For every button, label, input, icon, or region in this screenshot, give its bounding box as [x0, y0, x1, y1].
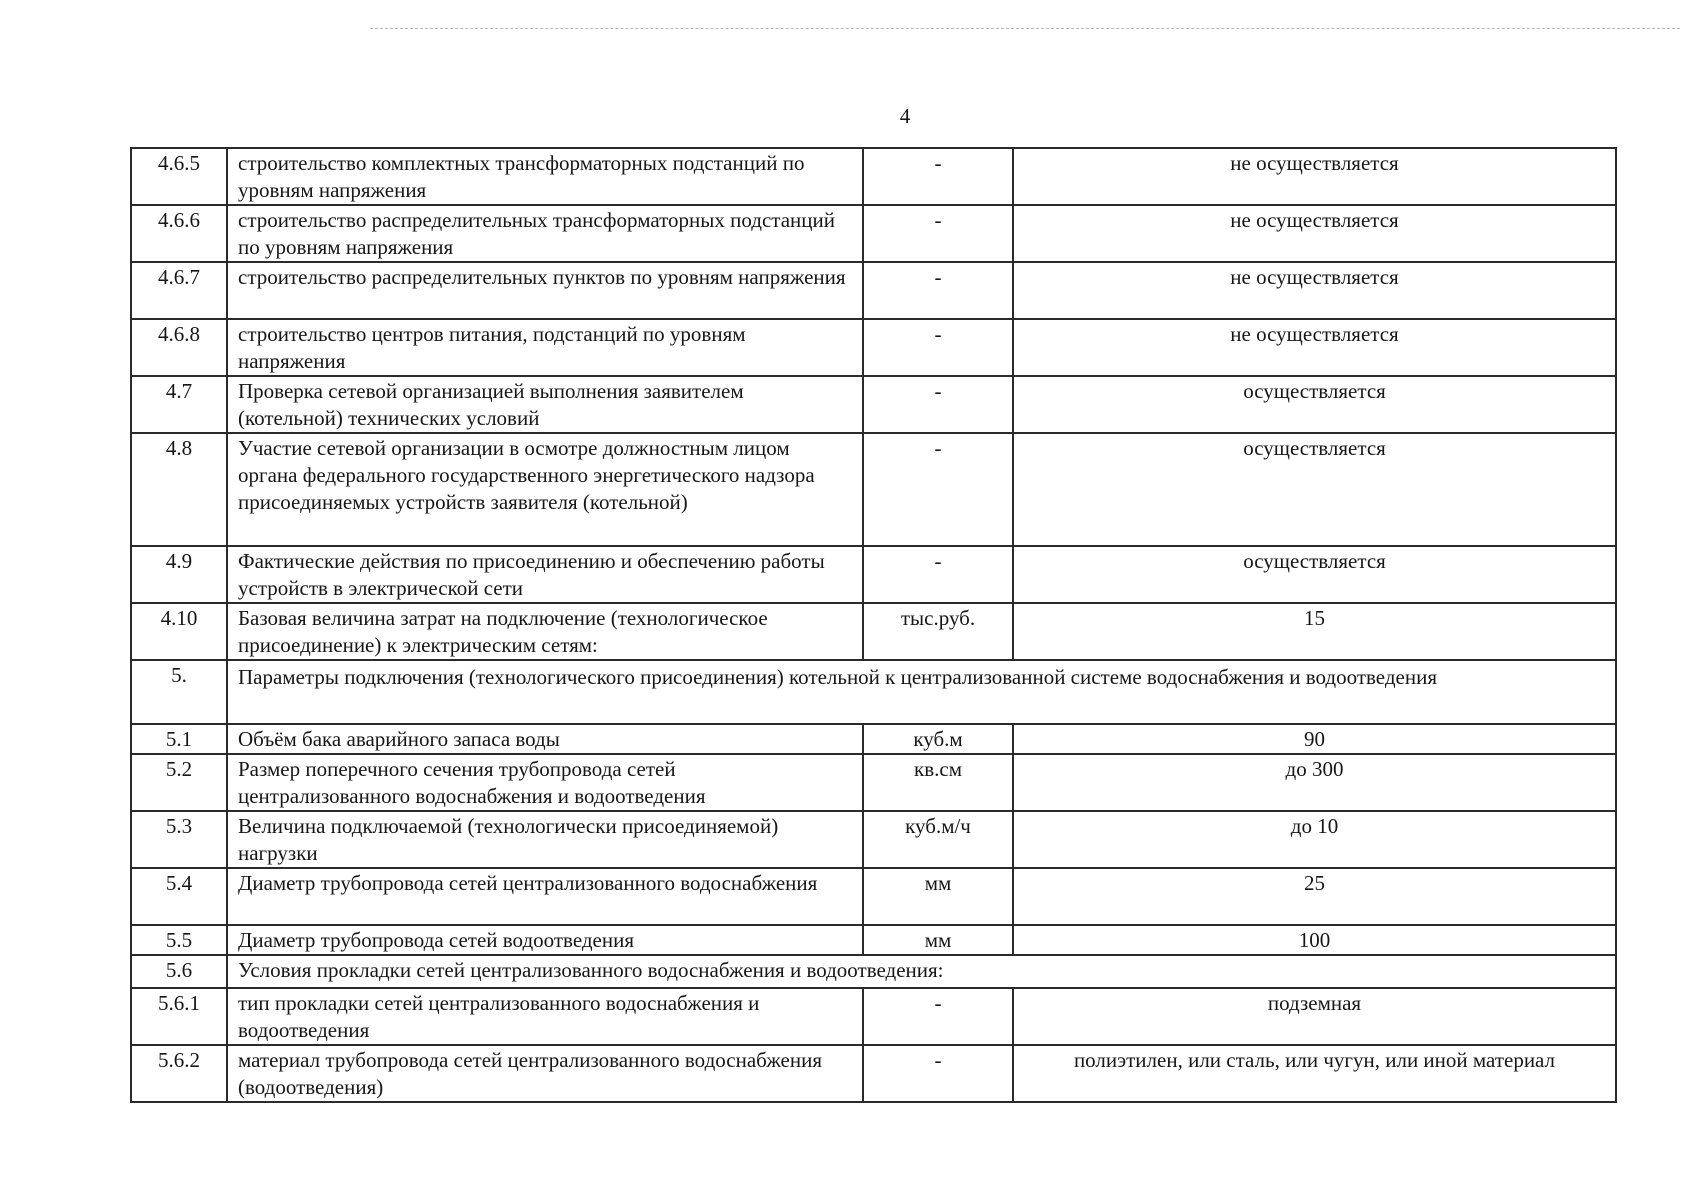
table-row — [131, 724, 1616, 754]
row-number: 4.8 — [131, 433, 227, 546]
row-unit: мм — [863, 868, 1013, 925]
table-row — [131, 546, 1616, 603]
section-row — [131, 660, 1616, 724]
row-description: Проверка сетевой организацией выполнения заявителем (котельной) технических условий — [227, 376, 863, 433]
row-unit: тыс.руб. — [863, 603, 1013, 660]
row-value: осуществляется — [1013, 546, 1616, 603]
row-description: Объём бака аварийного запаса воды — [227, 724, 863, 754]
section-heading: Условия прокладки сетей централизованного водоснабжения и водоотведения: — [227, 955, 1616, 988]
row-description: строительство распределительных трансформаторных подстанций по уровням напряжения — [227, 205, 863, 262]
row-unit: - — [863, 262, 1013, 319]
row-number: 5.5 — [131, 925, 227, 955]
section-row — [131, 955, 1616, 988]
row-number: 4.10 — [131, 603, 227, 660]
section-heading: Параметры подключения (технологического присоединения) котельной к централизованной системе водоснабжения и водоотведения — [227, 660, 1616, 724]
table-row — [131, 1045, 1616, 1102]
row-number: 5.4 — [131, 868, 227, 925]
row-unit: - — [863, 376, 1013, 433]
section-number: 5.6 — [131, 955, 227, 988]
row-description: Величина подключаемой (технологически присоединяемой) нагрузки — [227, 811, 863, 868]
table-row — [131, 754, 1616, 811]
table-row — [131, 988, 1616, 1045]
row-description: строительство центров питания, подстанций по уровням напряжения — [227, 319, 863, 376]
row-unit: - — [863, 148, 1013, 205]
table-row — [131, 868, 1616, 925]
table-row — [131, 319, 1616, 376]
table-row — [131, 925, 1616, 955]
row-value: осуществляется — [1013, 376, 1616, 433]
row-unit: - — [863, 546, 1013, 603]
row-value: 25 — [1013, 868, 1616, 925]
row-description: строительство комплектных трансформаторных подстанций по уровням напряжения — [227, 148, 863, 205]
table-row — [131, 433, 1616, 546]
row-description: Диаметр трубопровода сетей водоотведения — [227, 925, 863, 955]
row-unit: куб.м/ч — [863, 811, 1013, 868]
row-number: 4.6.6 — [131, 205, 227, 262]
section-number: 5. — [131, 660, 227, 724]
row-unit: мм — [863, 925, 1013, 955]
table-row — [131, 376, 1616, 433]
row-description: материал трубопровода сетей централизованного водоснабжения (водоотведения) — [227, 1045, 863, 1102]
row-value: полиэтилен, или сталь, или чугун, или иной материал — [1013, 1045, 1616, 1102]
row-value: 90 — [1013, 724, 1616, 754]
row-unit: - — [863, 319, 1013, 376]
row-value: не осуществляется — [1013, 148, 1616, 205]
row-value: осуществляется — [1013, 433, 1616, 546]
scan-top-rule — [370, 28, 1680, 29]
row-value: не осуществляется — [1013, 205, 1616, 262]
table-row — [131, 148, 1616, 205]
table-row — [131, 603, 1616, 660]
row-number: 4.9 — [131, 546, 227, 603]
row-description: Участие сетевой организации в осмотре должностным лицом органа федерального государственного энергетического надзора присоединяемых устройств заявителя (котельной) — [227, 433, 863, 546]
row-description: Размер поперечного сечения трубопровода сетей централизованного водоснабжения и водоотведения — [227, 754, 863, 811]
row-number: 5.3 — [131, 811, 227, 868]
row-value: до 300 — [1013, 754, 1616, 811]
parameters-table — [130, 147, 1617, 1103]
table-row — [131, 811, 1616, 868]
row-unit: - — [863, 433, 1013, 546]
row-unit: куб.м — [863, 724, 1013, 754]
row-description: Диаметр трубопровода сетей централизованного водоснабжения — [227, 868, 863, 925]
row-number: 4.6.5 — [131, 148, 227, 205]
row-description: Фактические действия по присоединению и обеспечению работы устройств в электрической сети — [227, 546, 863, 603]
row-unit: - — [863, 1045, 1013, 1102]
row-number: 5.2 — [131, 754, 227, 811]
row-value: не осуществляется — [1013, 319, 1616, 376]
row-value: 15 — [1013, 603, 1616, 660]
row-unit: - — [863, 988, 1013, 1045]
row-number: 4.7 — [131, 376, 227, 433]
row-number: 5.1 — [131, 724, 227, 754]
row-unit: - — [863, 205, 1013, 262]
row-value: не осуществляется — [1013, 262, 1616, 319]
row-number: 5.6.2 — [131, 1045, 227, 1102]
table-row — [131, 205, 1616, 262]
row-unit: кв.см — [863, 754, 1013, 811]
row-value: подземная — [1013, 988, 1616, 1045]
row-value: 100 — [1013, 925, 1616, 955]
page-number: 4 — [899, 104, 911, 128]
row-number: 4.6.7 — [131, 262, 227, 319]
row-description: строительство распределительных пунктов по уровням напряжения — [227, 262, 863, 319]
row-description: Базовая величина затрат на подключение (технологическое присоединение) к электрическим сетям: — [227, 603, 863, 660]
row-value: до 10 — [1013, 811, 1616, 868]
row-number: 4.6.8 — [131, 319, 227, 376]
table-row — [131, 262, 1616, 319]
row-number: 5.6.1 — [131, 988, 227, 1045]
row-description: тип прокладки сетей централизованного водоснабжения и водоотведения — [227, 988, 863, 1045]
